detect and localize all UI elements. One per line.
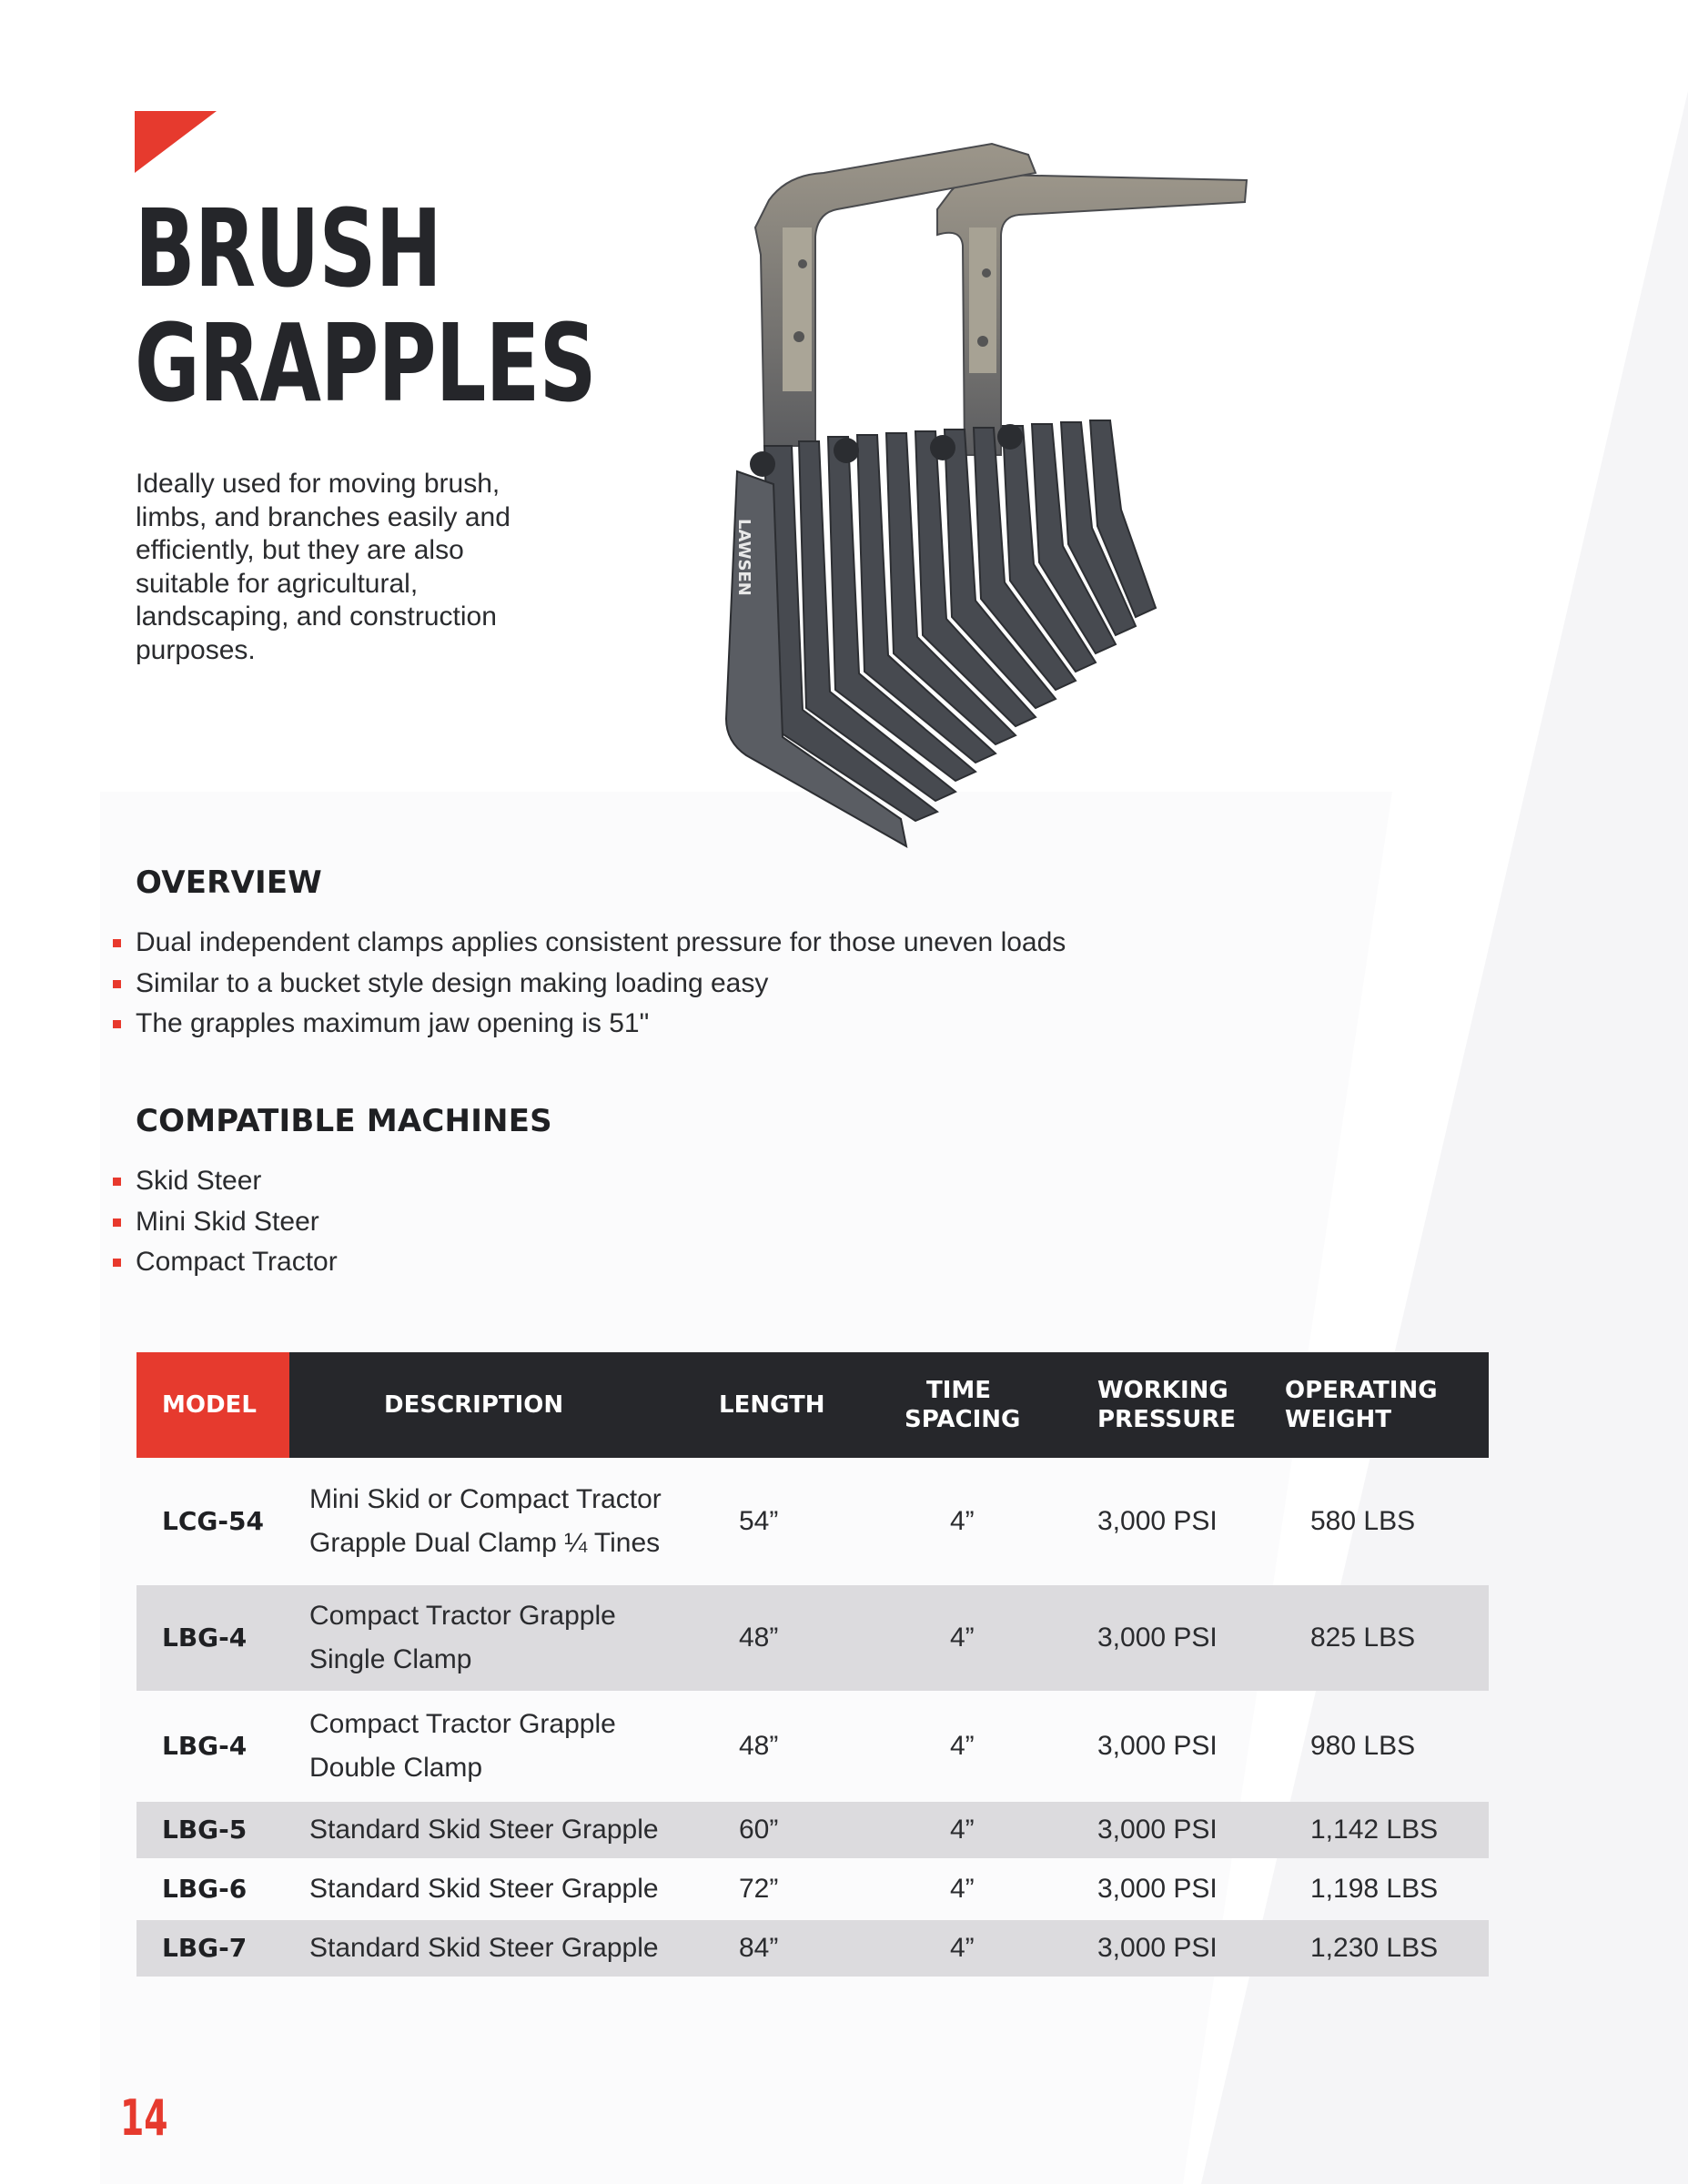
bullet-icon [113,1020,121,1028]
bullet-icon [113,1259,121,1267]
header-model: MODEL [136,1352,289,1458]
table-row [136,1458,1489,1585]
overview-heading: OVERVIEW [136,864,323,901]
cell-length: 72” [739,1874,779,1904]
cell-model: LBG-4 [162,1731,248,1761]
title-line-2: GRAPPLES [135,300,596,426]
cell-weight: 1,230 LBS [1259,1920,1489,1977]
bullet-icon [113,980,121,988]
cell-spacing: 4” [868,1585,1066,1691]
title-line-1: BRUSH [135,186,441,311]
table-row [136,1691,1489,1802]
cell-description: Compact Tractor Grapple Double Clamp [309,1709,616,1783]
bullet-icon [113,1178,121,1186]
accent-triangle [135,111,217,173]
list-item: The grapples maximum jaw opening is 51" [112,1004,1066,1045]
cell-spacing: 4” [868,1920,1066,1977]
table-row [136,1585,1489,1691]
cell-model: LBG-6 [162,1874,248,1904]
cell-description: Standard Skid Steer Grapple [289,1920,701,1977]
cell-length: 60” [701,1802,868,1858]
cell-weight: 1,198 LBS [1310,1874,1439,1904]
overview-list [112,923,1066,1045]
cell-weight: 580 LBS [1310,1506,1416,1536]
cell-pressure: 3,000 PSI [1097,1731,1218,1761]
list-item: Dual independent clamps applies consistent pressure for those uneven loads [112,923,1066,964]
intro-text: Ideally used for moving brush, limbs, and branches easily and efficiently, but they are also suitable for agricultural, landscaping, and construction purposes. [136,469,510,665]
header-description: DESCRIPTION [289,1352,701,1458]
cell-model: LBG-4 [136,1585,289,1691]
cell-spacing: 4” [950,1731,975,1761]
cell-length: 48” [739,1731,779,1761]
cell-length: 48” [701,1585,868,1691]
list-item: Compact Tractor [112,1242,338,1283]
header-pressure: WORKING PRESSURE [1066,1352,1259,1458]
table-row [136,1858,1489,1920]
header-spacing: TIME SPACING [868,1352,1066,1458]
cell-length: 84” [701,1920,868,1977]
compatible-list [112,1161,338,1283]
page-title [135,186,596,426]
cell-spacing: 4” [868,1802,1066,1858]
cell-weight: 980 LBS [1310,1731,1416,1761]
cell-description: Standard Skid Steer Grapple [289,1802,701,1858]
cell-pressure: 3,000 PSI [1097,1506,1218,1536]
cell-pressure: 3,000 PSI [1066,1920,1259,1977]
header-weight: OPERATING WEIGHT [1259,1352,1489,1458]
cell-description: Mini Skid or Compact Tractor Grapple Dual Clamp ¼ Tines [309,1484,662,1558]
table-row [136,1802,1489,1858]
spec-table [136,1352,1489,1977]
cell-pressure: 3,000 PSI [1066,1585,1259,1691]
cell-spacing: 4” [950,1874,975,1904]
cell-pressure: 3,000 PSI [1066,1802,1259,1858]
brand-mark: LAWSEN [734,519,753,596]
cell-pressure: 3,000 PSI [1097,1874,1218,1904]
cell-description: Standard Skid Steer Grapple [309,1874,659,1904]
cell-model: LBG-5 [136,1802,289,1858]
bullet-icon [113,1218,121,1227]
cell-description: Compact Tractor Grapple Single Clamp [289,1585,701,1691]
cell-model: LBG-7 [136,1920,289,1977]
cell-model: LCG-54 [162,1506,264,1536]
list-item: Skid Steer [112,1161,338,1202]
cell-length: 54” [739,1506,779,1536]
compatible-heading: COMPATIBLE MACHINES [136,1103,552,1139]
table-row [136,1920,1489,1977]
list-item: Similar to a bucket style design making loading easy [112,964,1066,1005]
header-length: LENGTH [701,1352,868,1458]
page-number: 14 [120,2089,168,2147]
bullet-icon [113,939,121,947]
cell-weight: 825 LBS [1259,1585,1489,1691]
brush-grapple-image [637,127,1301,855]
list-item: Mini Skid Steer [112,1202,338,1243]
table-header-row [136,1352,1489,1458]
cell-spacing: 4” [950,1506,975,1536]
cell-weight: 1,142 LBS [1259,1802,1489,1858]
